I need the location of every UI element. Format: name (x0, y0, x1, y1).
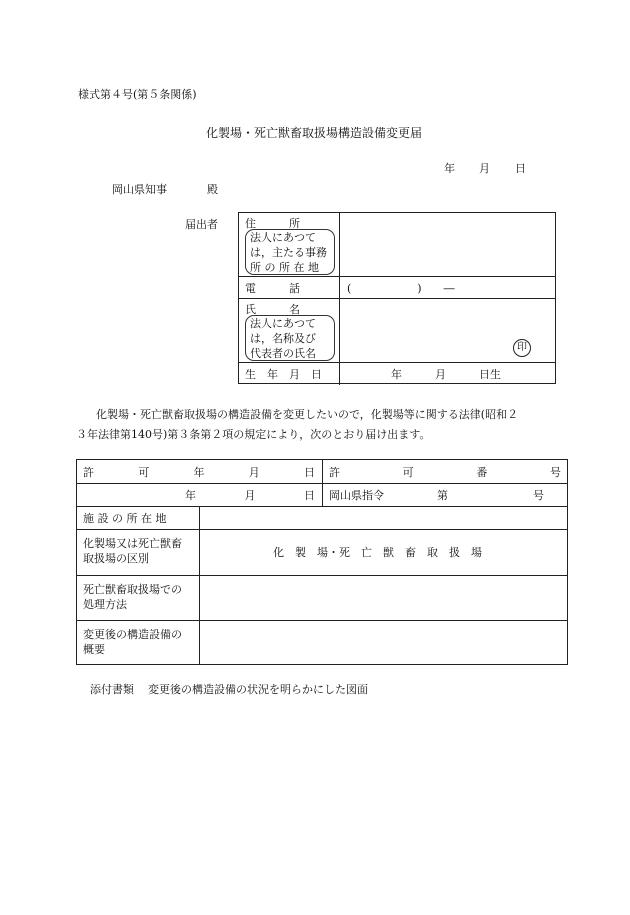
form-number: 様式第４号(第５条関係) (78, 88, 197, 101)
body-text-line-1: 化製場・死亡獣畜取扱場の構造設備を変更したいので，化製場等に関する法律(昭和２ (96, 408, 519, 421)
permit-go: 号 (533, 489, 544, 502)
name-note-line: は，名称及び (250, 332, 316, 345)
permit-table (76, 459, 568, 665)
permit-date-header: 許 可 年 月 日 (83, 466, 315, 479)
name-note-line: 法人にあつて (250, 317, 316, 330)
phone-format: ( ) ― (347, 282, 455, 295)
date-month-label: 月 (479, 162, 490, 175)
name-row (239, 298, 555, 363)
date-year-label: 年 (444, 162, 455, 175)
birth-row (239, 362, 555, 385)
name-note-line: 代表者の氏名 (250, 347, 316, 360)
phone-label: 電 話 (245, 282, 300, 295)
body-text-line-2: ３年法律第140号)第３条第２項の規定により，次のとおり届け出ます。 (76, 428, 431, 441)
name-label: 氏 名 (245, 303, 300, 316)
category-value: 化 製 場・死 亡 獣 畜 取 扱 場 (273, 546, 482, 559)
document-title: 化製場・死亡獣畜取扱場構造設備変更届 (206, 126, 423, 140)
method-label: 死亡獣畜取扱場での 処理方法 (83, 583, 182, 611)
facility-location-label: 施 設 の 所 在 地 (83, 512, 167, 525)
summary-label: 変更後の構造設備の 概要 (83, 628, 182, 656)
permit-number-header: 許 可 番 号 (329, 466, 561, 479)
addressee-honorific: 殿 (207, 183, 218, 196)
addressee-name: 岡山県知事 (112, 183, 167, 196)
permit-date-field: 年 月 日 (185, 489, 315, 502)
address-note-line: は，主たる事務 (250, 246, 327, 259)
attachment-text: 変更後の構造設備の状況を明らかにした図面 (148, 683, 368, 696)
name-note (245, 315, 335, 361)
birth-format: 年 月 日生 (391, 368, 501, 381)
address-note-line: 法人にあつて (250, 231, 316, 244)
attachment-label: 添付書類 (90, 683, 134, 696)
phone-row (239, 276, 555, 299)
address-note-line: 所 の 所 在 地 (250, 261, 319, 274)
address-note (245, 229, 335, 275)
birth-label: 生 年 月 日 (245, 368, 322, 381)
category-label: 化製場又は死亡獣畜 取扱場の区別 (83, 537, 182, 565)
applicant-label: 届出者 (185, 218, 218, 231)
permit-prefecture: 岡山県指令 (329, 489, 384, 502)
seal-icon: 印 (513, 339, 531, 357)
applicant-table (238, 212, 556, 384)
date-day-label: 日 (515, 162, 526, 175)
address-label: 住 所 (245, 217, 300, 230)
permit-dai: 第 (437, 489, 448, 502)
address-row (239, 213, 555, 276)
